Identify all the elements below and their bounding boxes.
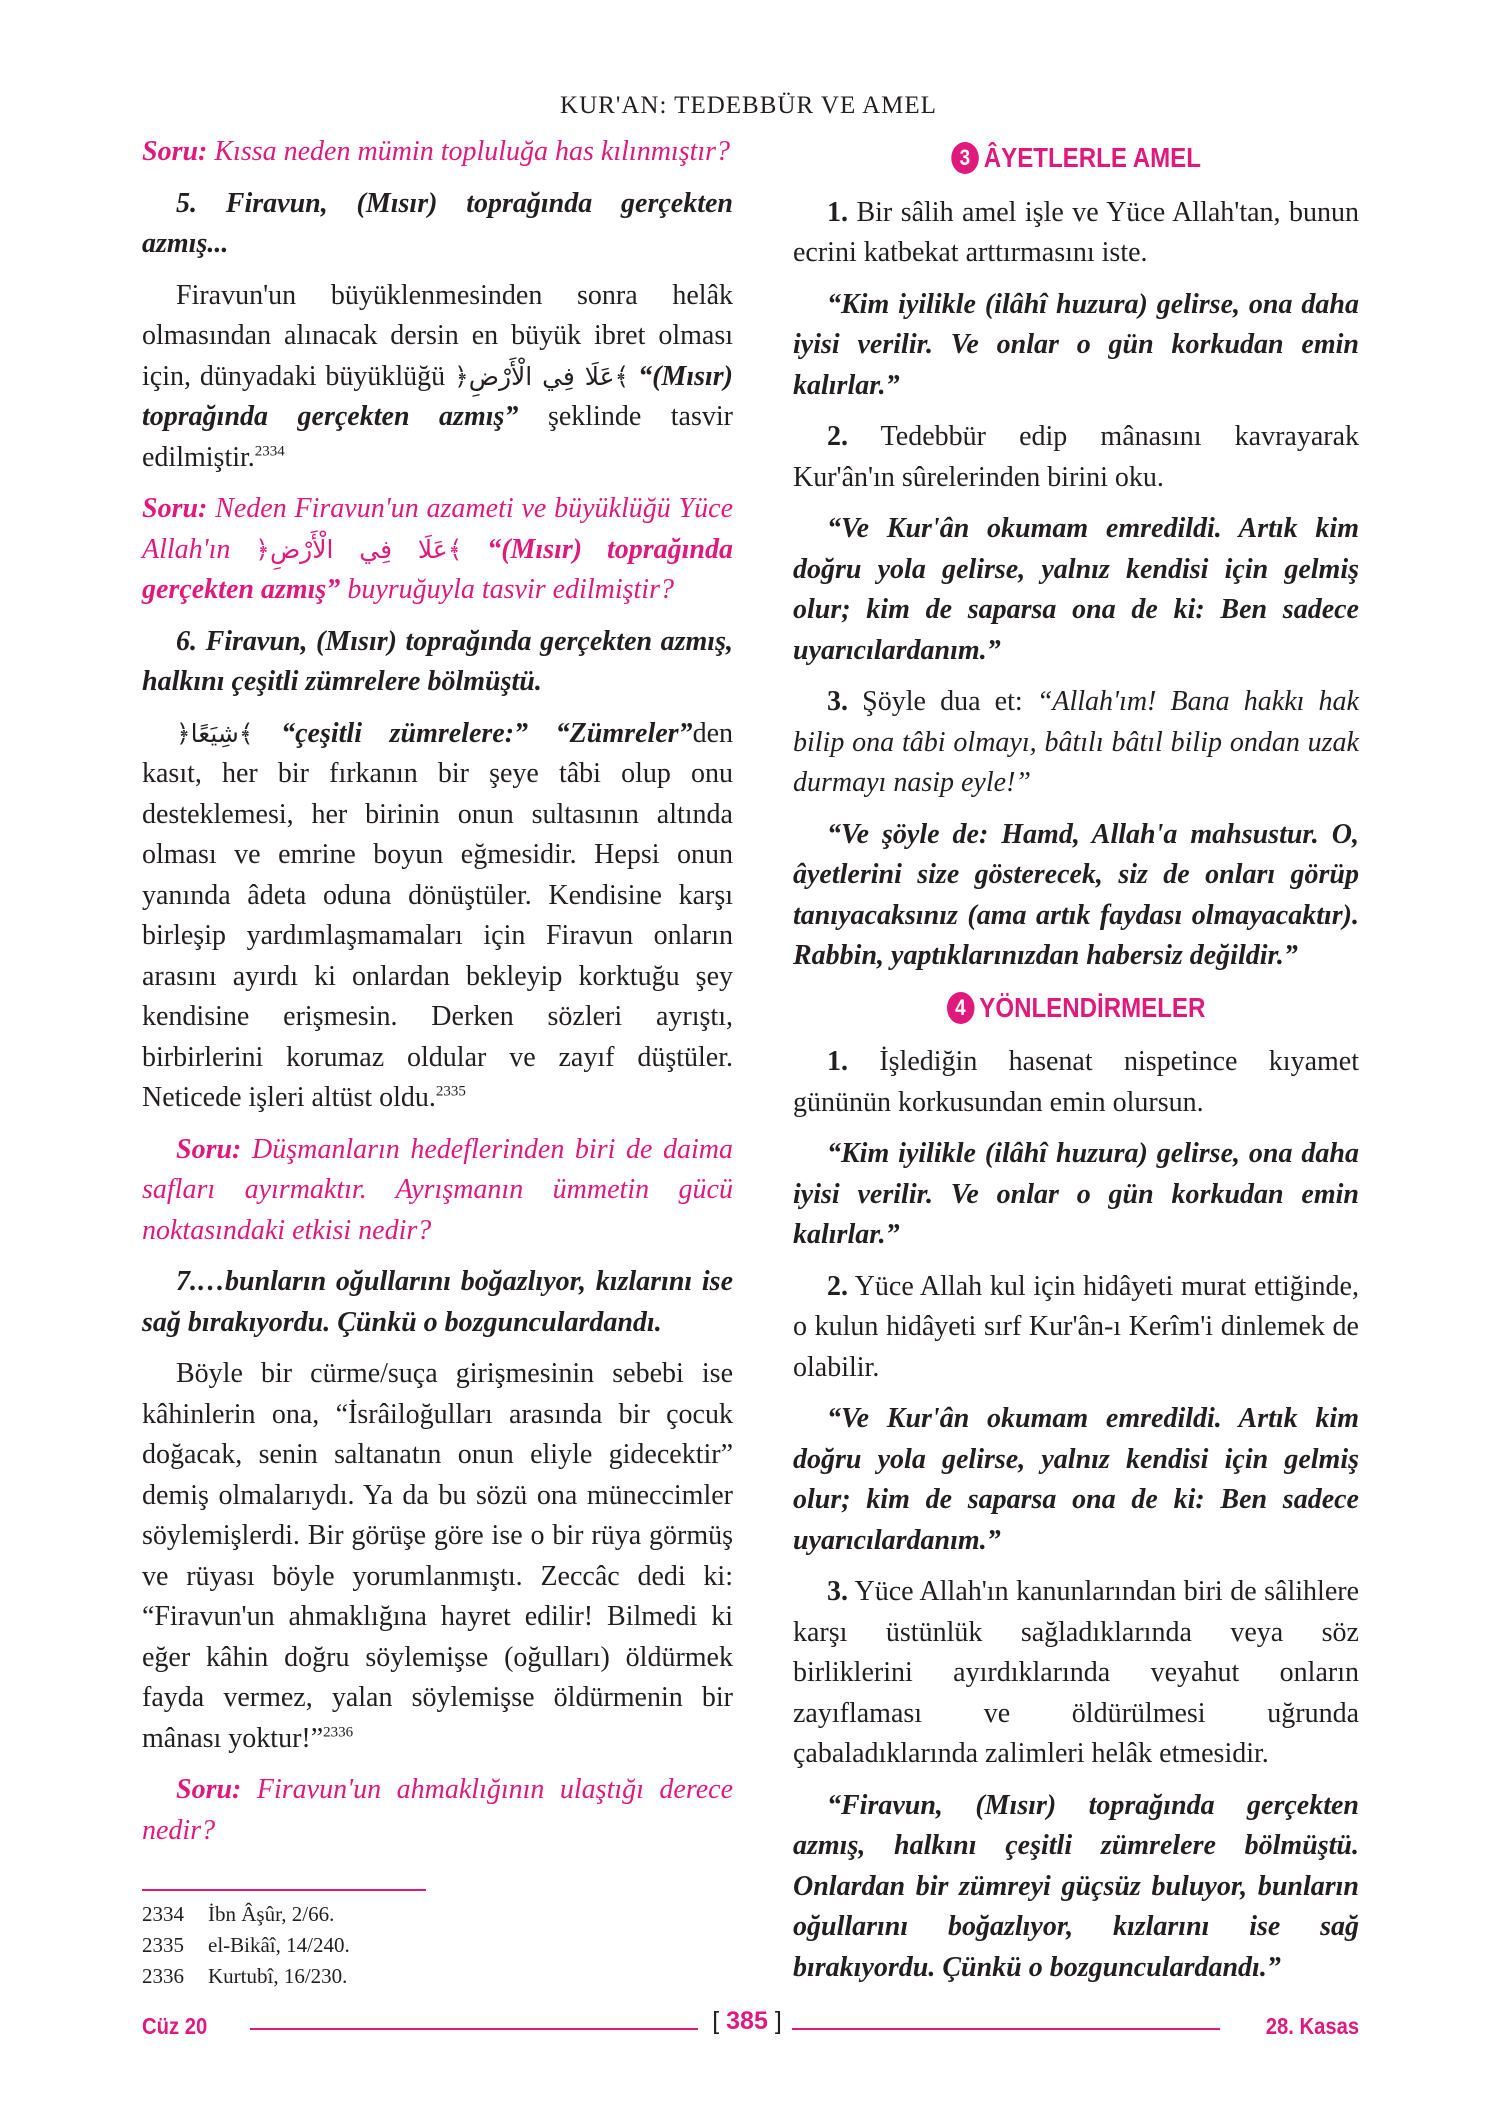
guidance-2: 2. Yüce Allah kul için hidâyeti murat ettiğinde, o kulun hidâyeti sırf Kur'ân-ı Kerîm'i dinlemek de olabilir. — [793, 1270, 1359, 1383]
footnote-item: 2334 İbn Âşûr, 2/66. — [142, 1902, 335, 1926]
arabic-phrase: ﴿عَلَا فِي الْأَرْضِ﴾ — [454, 361, 630, 391]
item-2: 2. Tedebbür edip mânasını kavrayarak Kur'ân'ın sûrelerinden birini oku. — [793, 421, 1359, 493]
section-number-badge: 3 — [951, 142, 979, 174]
quote-1: “Kim iyilikle (ilâhî huzura) gelirse, ona daha iyisi verilir. Ve onlar o gün korkudan emin kalırlar.” — [793, 288, 1359, 401]
paragraph-6: ﴿شِيَعًا﴾ “çeşitli zümrelere:” “Zümreler”den kasıt, her bir fırkanın bir şeye tâbi olup onu desteklemesi, her birinin onun sultasının altında olması ve emrine boyun eğmesidir. Hepsi onun yanında âdeta oduna dönüştüler. Kendisine karşı birleşip yardımlaşmamaları için Firavun onların arasını ayırdı ki onlardan bekleyip korktuğu şey kendisine erişmesin. Derken sözleri ayrıştı, birbirlerini korumaz oldular ve zayıf düştüler. Neticede işleri altüst oldu.$^{2335}$ — [142, 717, 733, 1113]
footnote-divider — [142, 1889, 426, 1891]
guidance-quote-3: “Firavun, (Mısır) toprağında gerçekten azmış, halkını çeşitli zümrelere bölmüştü. Onlardan bir zümreyi güçsüz buluyor, bunların oğullarını boğazlıyor, kızlarını ise sağ bırakıyordu. Çünkü o bozgunculardandı.” — [793, 1789, 1359, 1983]
guidance-quote-1: “Kim iyilikle (ilâhî huzura) gelirse, ona daha iyisi verilir. Ve onlar o gün korkudan emin kalırlar.” — [793, 1138, 1359, 1250]
section-heading-yonlendirmeler: 4 YÖNLENDİRMELER — [833, 988, 1320, 1029]
footer-rule-right — [792, 2028, 1220, 2030]
section-heading-ayetlerle-amel: 3 ÂYETLERLE AMEL — [833, 138, 1320, 179]
left-column — [142, 132, 733, 1862]
footnote-ref[interactable]: 2335 — [435, 1083, 466, 1100]
item-3: 3. Şöyle dua et: “Allah'ım! Bana hakkı hak bilip ona tâbi olmayı, bâtılı bâtıl bilip ondan uzak durmayı nasip eyle!” — [793, 686, 1359, 798]
juz-label: Cüz 20 — [142, 2013, 208, 2039]
footnotes — [142, 1899, 350, 1992]
quote-3: “Ve şöyle de: Hamd, Allah'a mahsustur. O, âyetlerini size gösterecek, siz de onları görüp tanıyacaksınız (ama artık faydası olmayacaktır). Rabbin, yaptıklarınızdan habersiz değildir.” — [793, 818, 1359, 971]
page-footer — [142, 2007, 1359, 2047]
verse-heading-7: 7.…bunların oğullarını boğazlıyor, kızlarını ise sağ bırakıyordu. Çünkü o bozgunculardandı. — [142, 1266, 733, 1338]
guidance-quote-2: “Ve Kur'ân okumam emredildi. Artık kim doğru yola gelirse, yalnız kendisi için gelmiş olur; kim de saparsa ona de ki: Ben sadece uyarıcılardanım.” — [793, 1403, 1359, 1556]
question-1: Soru: Kıssa neden mümin topluluğa has kılınmıştır? — [142, 136, 731, 167]
footnote-ref[interactable]: 2336 — [323, 1724, 354, 1741]
item-1: 1. Bir sâlih amel işle ve Yüce Allah'tan, bunun ecrini katbekat arttırmasını iste. — [793, 196, 1359, 268]
surah-label: 28. Kasas — [1265, 2013, 1359, 2039]
quote-2: “Ve Kur'ân okumam emredildi. Artık kim doğru yola gelirse, yalnız kendisi için gelmiş olur; kim de saparsa ona de ki: Ben sadece uyarıcılardanım.” — [793, 513, 1359, 666]
arabic-word: ﴿شِيَعًا﴾ — [176, 718, 254, 748]
verse-heading-6: 6. Firavun, (Mısır) toprağında gerçekten azmış, halkını çeşitli zümrelere bölmüştü. — [142, 625, 733, 697]
footnote-ref[interactable]: 2334 — [254, 443, 285, 460]
footnote-item: 2335 el-Bikâî, 14/240. — [142, 1933, 350, 1957]
right-column — [793, 132, 1359, 1999]
paragraph-7: Böyle bir cürme/suça girişmesinin sebebi ise kâhinlerin ona, “İsrâiloğulları arasında bir çocuk doğacak, senin saltanatın onun eliyle gidecektir” demiş olmalarıydı. Ya da bu sözü ona müneccimler söylemişlerdi. Bir görüşe göre ise o bir rüya görmüş ve rüyası böyle yorumlanmıştı. Zeccâc dedi ki: “Firavun'un ahmaklığına hayret edilir! Bilmedi ki eğer kâhin doğru söylemişse (oğulları) öldürmek fayda vermez, yalan söylemişse öldürmenin bir mânası yoktur!”$^{2336}$ — [142, 1358, 733, 1754]
paragraph-5: Firavun'un büyüklenmesinden sonra helâk olmasından alınacak dersin en büyük ibret olması için, dünyadaki büyüklüğü ﴿عَلَا فِي الْأَرْضِ﴾ “(Mısır) toprağında gerçekten azmış” şeklinde tasvir edilmiştir.$^{2334}$ — [142, 279, 733, 473]
running-header: KUR'AN: TEDEBBÜR VE AMEL — [560, 92, 937, 119]
footer-rule-left — [250, 2028, 698, 2030]
section-number-badge: 4 — [947, 992, 975, 1024]
arabic-phrase: ﴿عَلَا فِي الْأَرْضِ﴾ — [255, 534, 463, 564]
question-3: Soru: Düşmanların hedeflerinden biri de daima safları ayırmaktır. Ayrışmanın ümmetin gücü noktasındaki etkisi nedir? — [142, 1133, 733, 1246]
guidance-3: 3. Yüce Allah'ın kanunlarından biri de sâlihlere karşı üstünlük sağladıklarında veya söz birliklerini ayırdıklarında veyahut onların zayıflaması ve öldürülmesi uğrunda çabaladıklarında zalimleri helâk etmesidir. — [793, 1576, 1359, 1769]
question-4: Soru: Firavun'un ahmaklığının ulaştığı derece nedir? — [142, 1774, 733, 1846]
verse-heading-5: 5. Firavun, (Mısır) toprağında gerçekten azmış... — [142, 187, 733, 259]
page-number: [ 385 ] — [712, 2007, 782, 2035]
question-2: Soru: Neden Firavun'un azameti ve büyüklüğü Yüce Allah'ın ﴿عَلَا فِي الْأَرْضِ﴾ “(Mısır) toprağında gerçekten azmış” buyruğuyla tasvir edilmiştir? — [142, 493, 733, 605]
guidance-1: 1. İşlediğin hasenat nispetince kıyamet gününün korkusundan emin olursun. — [793, 1046, 1359, 1118]
footnote-item: 2336 Kurtubî, 16/230. — [142, 1964, 348, 1988]
